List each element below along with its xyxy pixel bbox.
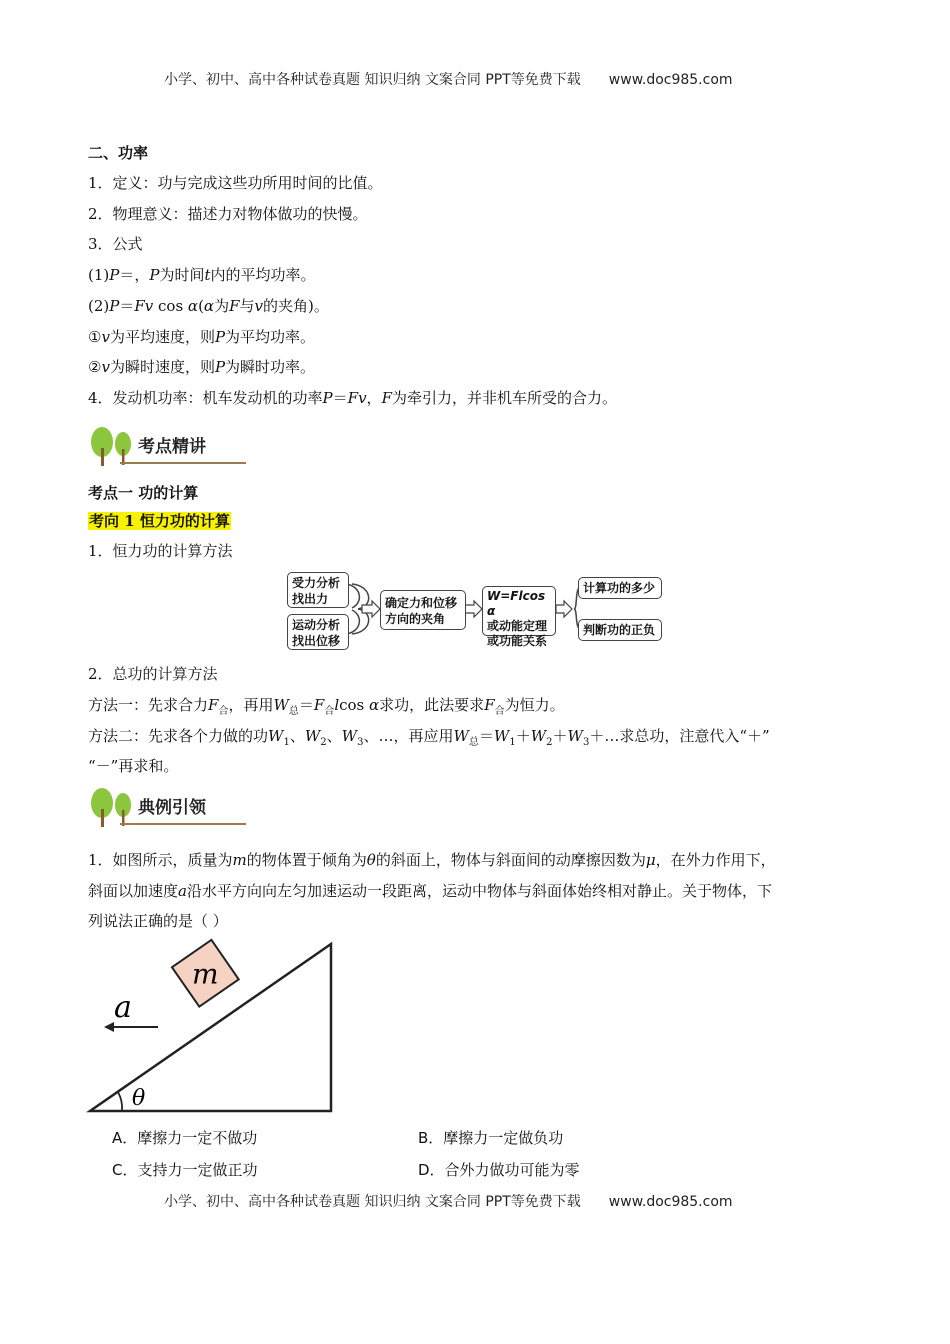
flow-box-method: W=Flcos α 或动能定理 或功能关系 [482, 586, 556, 636]
accel-label: a [114, 990, 132, 1025]
constant-force-heading: 1．恒力功的计算方法 [88, 542, 233, 560]
method-one: 方法一：先求合力$F_合$，再用$W_总=F_合lcos$ α求功，此法要求$F_合$为恒力。 [88, 696, 565, 717]
block-label: m [192, 957, 219, 991]
header-text: 小学、初中、高中各种试卷真题 知识归纳 文案合同 PPT等免费下载 [164, 72, 581, 88]
badge-underline [120, 823, 246, 825]
formula-heading: 3．公式 [88, 235, 143, 253]
question-line-1: 1．如图所示，质量为m的物体置于倾角为θ的斜面上，物体与斜面间的动摩擦因数为μ，在外力作用下， [88, 851, 776, 869]
footer-site: www.doc985.com [608, 1194, 733, 1210]
block-m [172, 940, 239, 1007]
badge-underline [120, 462, 246, 464]
definition-line: 1．定义：功与完成这些功所用时间的比值。 [88, 174, 383, 192]
total-work-heading: 2．总功的计算方法 [88, 665, 218, 683]
method-two: 方法二：先求各个力做的功$W_1$、$W_2$、$W_3$、…，再应用$W_总=W_1+W_2+W_3+\dots$求总功，注意代入“＋” [88, 727, 770, 748]
flow-box-force-analysis: 受力分析 找出力 [287, 572, 349, 608]
flow-box-sign: 判断功的正负 [578, 619, 662, 641]
formula-1: (1)P＝，P为时间t内的平均功率。 [88, 266, 316, 284]
flow-box-amount: 计算功的多少 [578, 577, 662, 599]
badge-dianli [88, 785, 248, 829]
header-site: www.doc985.com [608, 72, 733, 88]
case-average: ①v为平均速度，则P为平均功率。 [88, 328, 316, 346]
kaoxiang-title: 考向 1 恒力功的计算 [89, 512, 230, 530]
page-footer [164, 1191, 733, 1211]
option-c[interactable]: C．支持力一定做正功 [112, 1161, 258, 1179]
formula-2: (2)P＝Fv cos α(α为F与v的夹角)。 [88, 297, 329, 315]
angle-label: θ [132, 1086, 146, 1111]
flow-box-motion-analysis: 运动分析 找出位移 [287, 614, 349, 650]
meaning-line: 2．物理意义：描述力对物体做功的快慢。 [88, 205, 368, 223]
question-line-2: 斜面以加速度a沿水平方向向左匀加速运动一段距离，运动中物体与斜面体始终相对静止。关于物体，下 [88, 882, 772, 900]
question-line-3: 列说法正确的是（ ） [88, 912, 228, 930]
engine-power-line: 4．发动机功率：机车发动机的功率P＝Fv，F为牵引力，并非机车所受的合力。 [88, 389, 617, 407]
footer-text: 小学、初中、高中各种试卷真题 知识归纳 文案合同 PPT等免费下载 [164, 1194, 581, 1210]
option-a[interactable]: A．摩擦力一定不做功 [112, 1129, 258, 1147]
incline-figure [80, 935, 350, 1120]
method-two-cont: “－”再求和。 [88, 757, 179, 775]
badge-title: 考点精讲 [138, 437, 206, 457]
accel-arrow-head [104, 1022, 114, 1032]
flow-box-angle: 确定力和位移 方向的夹角 [380, 590, 466, 630]
badge-title: 典例引领 [138, 798, 206, 818]
case-instant: ②v为瞬时速度，则P为瞬时功率。 [88, 358, 316, 376]
option-d[interactable]: D．合外力做功可能为零 [418, 1161, 580, 1179]
kaodian-title: 考点一 功的计算 [88, 484, 199, 502]
section-title: 二、功率 [88, 144, 149, 162]
badge-kaodian [88, 424, 248, 468]
page-header [164, 69, 733, 89]
option-b[interactable]: B．摩擦力一定做负功 [418, 1129, 564, 1147]
